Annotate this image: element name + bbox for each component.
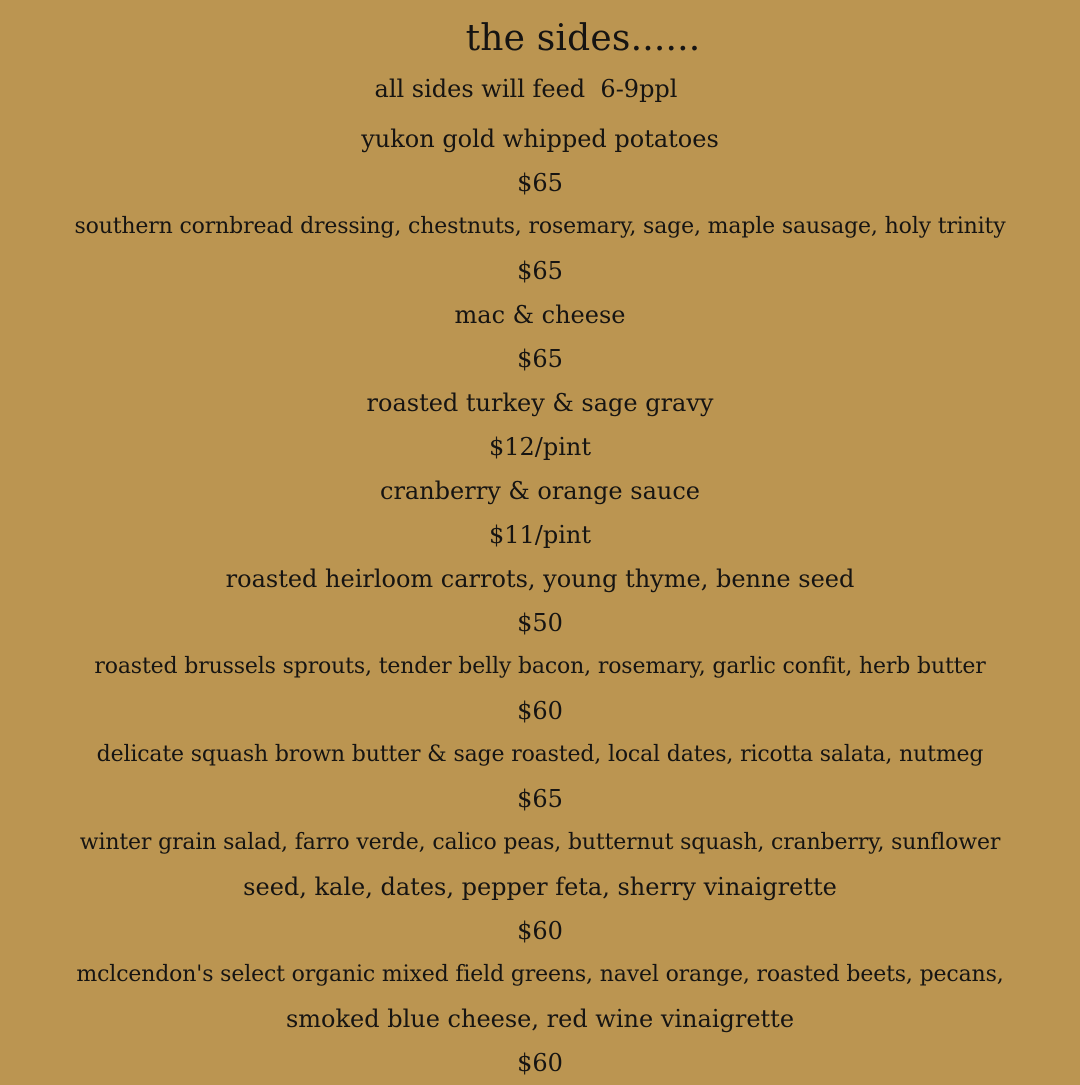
menu-subtitle: all sides will feed 6-9ppl (374, 75, 678, 103)
item-name: yukon gold whipped potatoes (361, 125, 719, 153)
item-name-line-1: mclcendon's select organic mixed field greens, navel orange, roasted beets, pecans, (76, 962, 1004, 987)
menu-item (0, 557, 1080, 645)
menu-item (0, 205, 1080, 293)
menu-title: the sides...... (465, 18, 701, 59)
item-name: southern cornbread dressing, chestnuts, rosemary, sage, maple sausage, holy trinity (74, 214, 1006, 239)
menu-item (0, 469, 1080, 557)
item-price: $65 (517, 169, 563, 197)
menu-item (0, 117, 1080, 205)
item-price: $60 (517, 1049, 563, 1077)
menu-item (0, 821, 1080, 953)
item-name-line-2: smoked blue cheese, red wine vinaigrette (285, 1005, 795, 1033)
item-price: $50 (517, 609, 563, 637)
menu-item (0, 645, 1080, 733)
item-price: $65 (517, 257, 563, 285)
item-name: roasted heirloom carrots, young thyme, benne seed (225, 565, 855, 593)
sides-list (0, 117, 1080, 1085)
menu-item (0, 381, 1080, 469)
item-name: mac & cheese (454, 301, 626, 329)
item-name: roasted brussels sprouts, tender belly bacon, rosemary, garlic confit, herb butter (94, 654, 986, 679)
item-price: $65 (517, 345, 563, 373)
item-price: $60 (517, 917, 563, 945)
item-name-line-2: seed, kale, dates, pepper feta, sherry vinaigrette (243, 873, 837, 901)
menu-item (0, 293, 1080, 381)
item-name: cranberry & orange sauce (380, 477, 700, 505)
item-price: $11/pint (488, 521, 592, 549)
item-price: $60 (517, 697, 563, 725)
menu-item (0, 953, 1080, 1085)
item-name: delicate squash brown butter & sage roasted, local dates, ricotta salata, nutmeg (96, 742, 984, 767)
item-price: $65 (517, 785, 563, 813)
item-name: roasted turkey & sage gravy (366, 389, 714, 417)
menu-item (0, 733, 1080, 821)
item-price: $12/pint (488, 433, 592, 461)
item-name-line-1: winter grain salad, farro verde, calico peas, butternut squash, cranberry, sunflower (79, 830, 1001, 855)
